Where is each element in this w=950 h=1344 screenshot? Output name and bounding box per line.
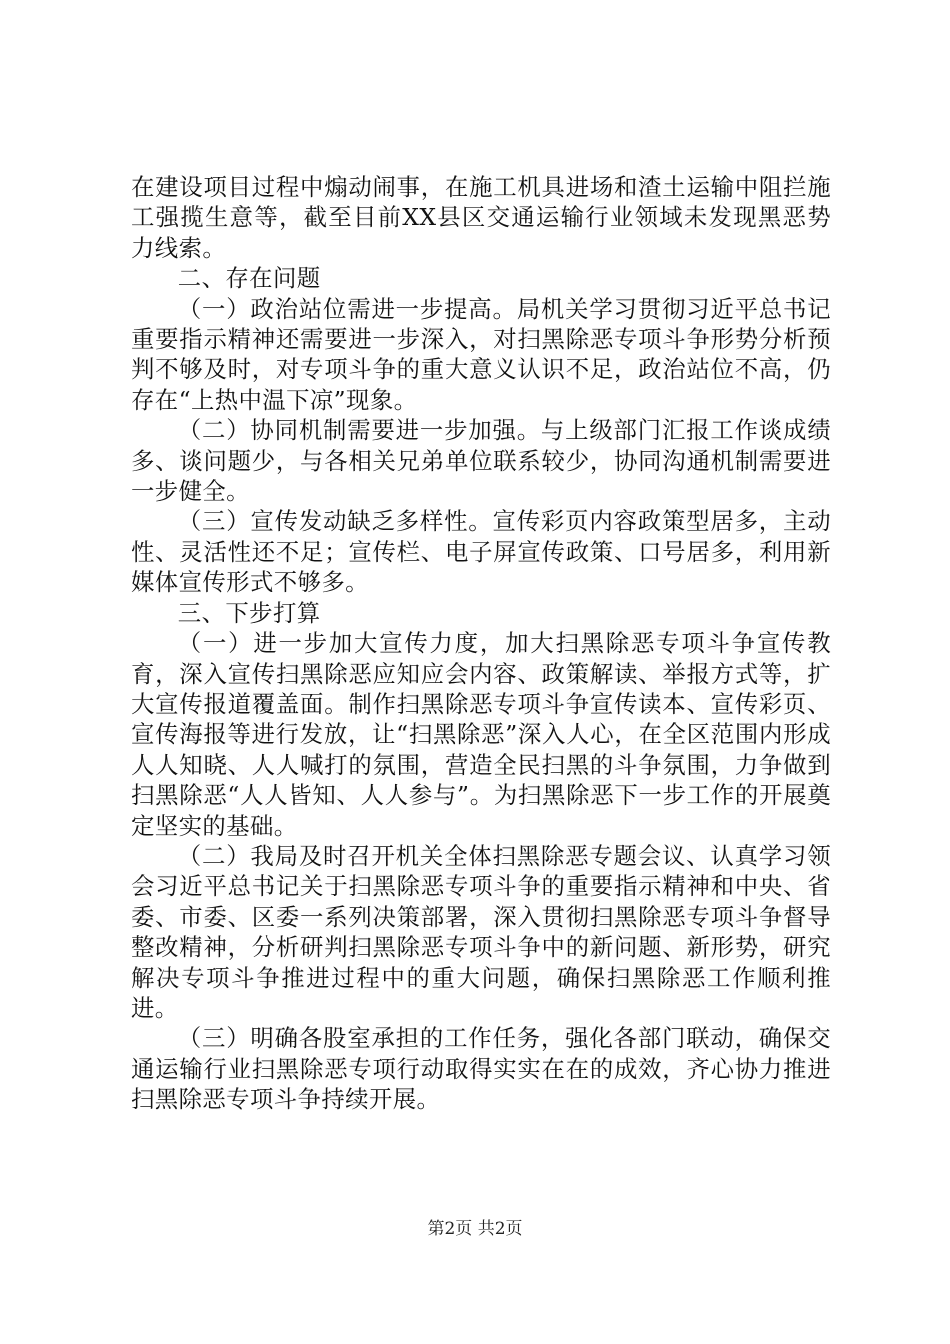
paragraph-plan-2: （二）我局及时召开机关全体扫黑除恶专题会议、认真学习领会习近平总书记关于扫黑除恶专项斗争的重要指示精神和中央、省委、市委、区委一系列决策部署，深入贯彻扫黑除恶专项斗争督导整改精神，分析研判扫黑除恶专项斗争中的新问题、新形势，研究解决专项斗争推进过程中的重大问题，确保扫黑除恶工作顺利推进。 bbox=[131, 841, 831, 1022]
paragraph-problem-3: （三）宣传发动缺乏多样性。宣传彩页内容政策型居多，主动性、灵活性还不足；宣传栏、电子屏宣传政策、口号居多，利用新媒体宣传形式不够多。 bbox=[131, 507, 831, 597]
paragraph-plan-1: （一）进一步加大宣传力度，加大扫黑除恶专项斗争宣传教育，深入宣传扫黑除恶应知应会内容、政策解读、举报方式等，扩大宣传报道覆盖面。制作扫黑除恶专项斗争宣传读本、宣传彩页、宣传海报等进行发放，让“扫黑除恶”深入人心，在全区范围内形成人人知晓、人人喊打的氛围，营造全民扫黑的斗争氛围，力争做到扫黑除恶“人人皆知、人人参与”。为扫黑除恶下一步工作的开展奠定坚实的基础。 bbox=[131, 629, 831, 840]
paragraph-problem-1: （一）政治站位需进一步提高。局机关学习贯彻习近平总书记重要指示精神还需要进一步深入，对扫黑除恶专项斗争形势分析预判不够及时，对专项斗争的重大意义认识不足，政治站位不高，仍存在“上热中温下凉”现象。 bbox=[131, 294, 831, 414]
page-footer: 第2页 共2页 bbox=[427, 1219, 523, 1239]
paragraph-plan-3: （三）明确各股室承担的工作任务，强化各部门联动，确保交通运输行业扫黑除恶专项行动取得实实在在的成效，齐心协力推进扫黑除恶专项斗争持续开展。 bbox=[131, 1024, 831, 1114]
paragraph-1: 在建设项目过程中煽动闹事，在施工机具进场和渣土运输中阻拦施工强揽生意等，截至目前XX县区交通运输行业领域未发现黑恶势力线索。 bbox=[131, 173, 831, 262]
section-heading-problems: 二、存在问题 bbox=[177, 264, 321, 293]
section-heading-next-steps: 三、下步打算 bbox=[177, 598, 321, 627]
paragraph-problem-2: （二）协同机制需要进一步加强。与上级部门汇报工作谈成绩多、谈问题少，与各相关兄弟单位联系较少，协同沟通机制需要进一步健全。 bbox=[131, 416, 831, 506]
document-body bbox=[131, 172, 831, 1115]
